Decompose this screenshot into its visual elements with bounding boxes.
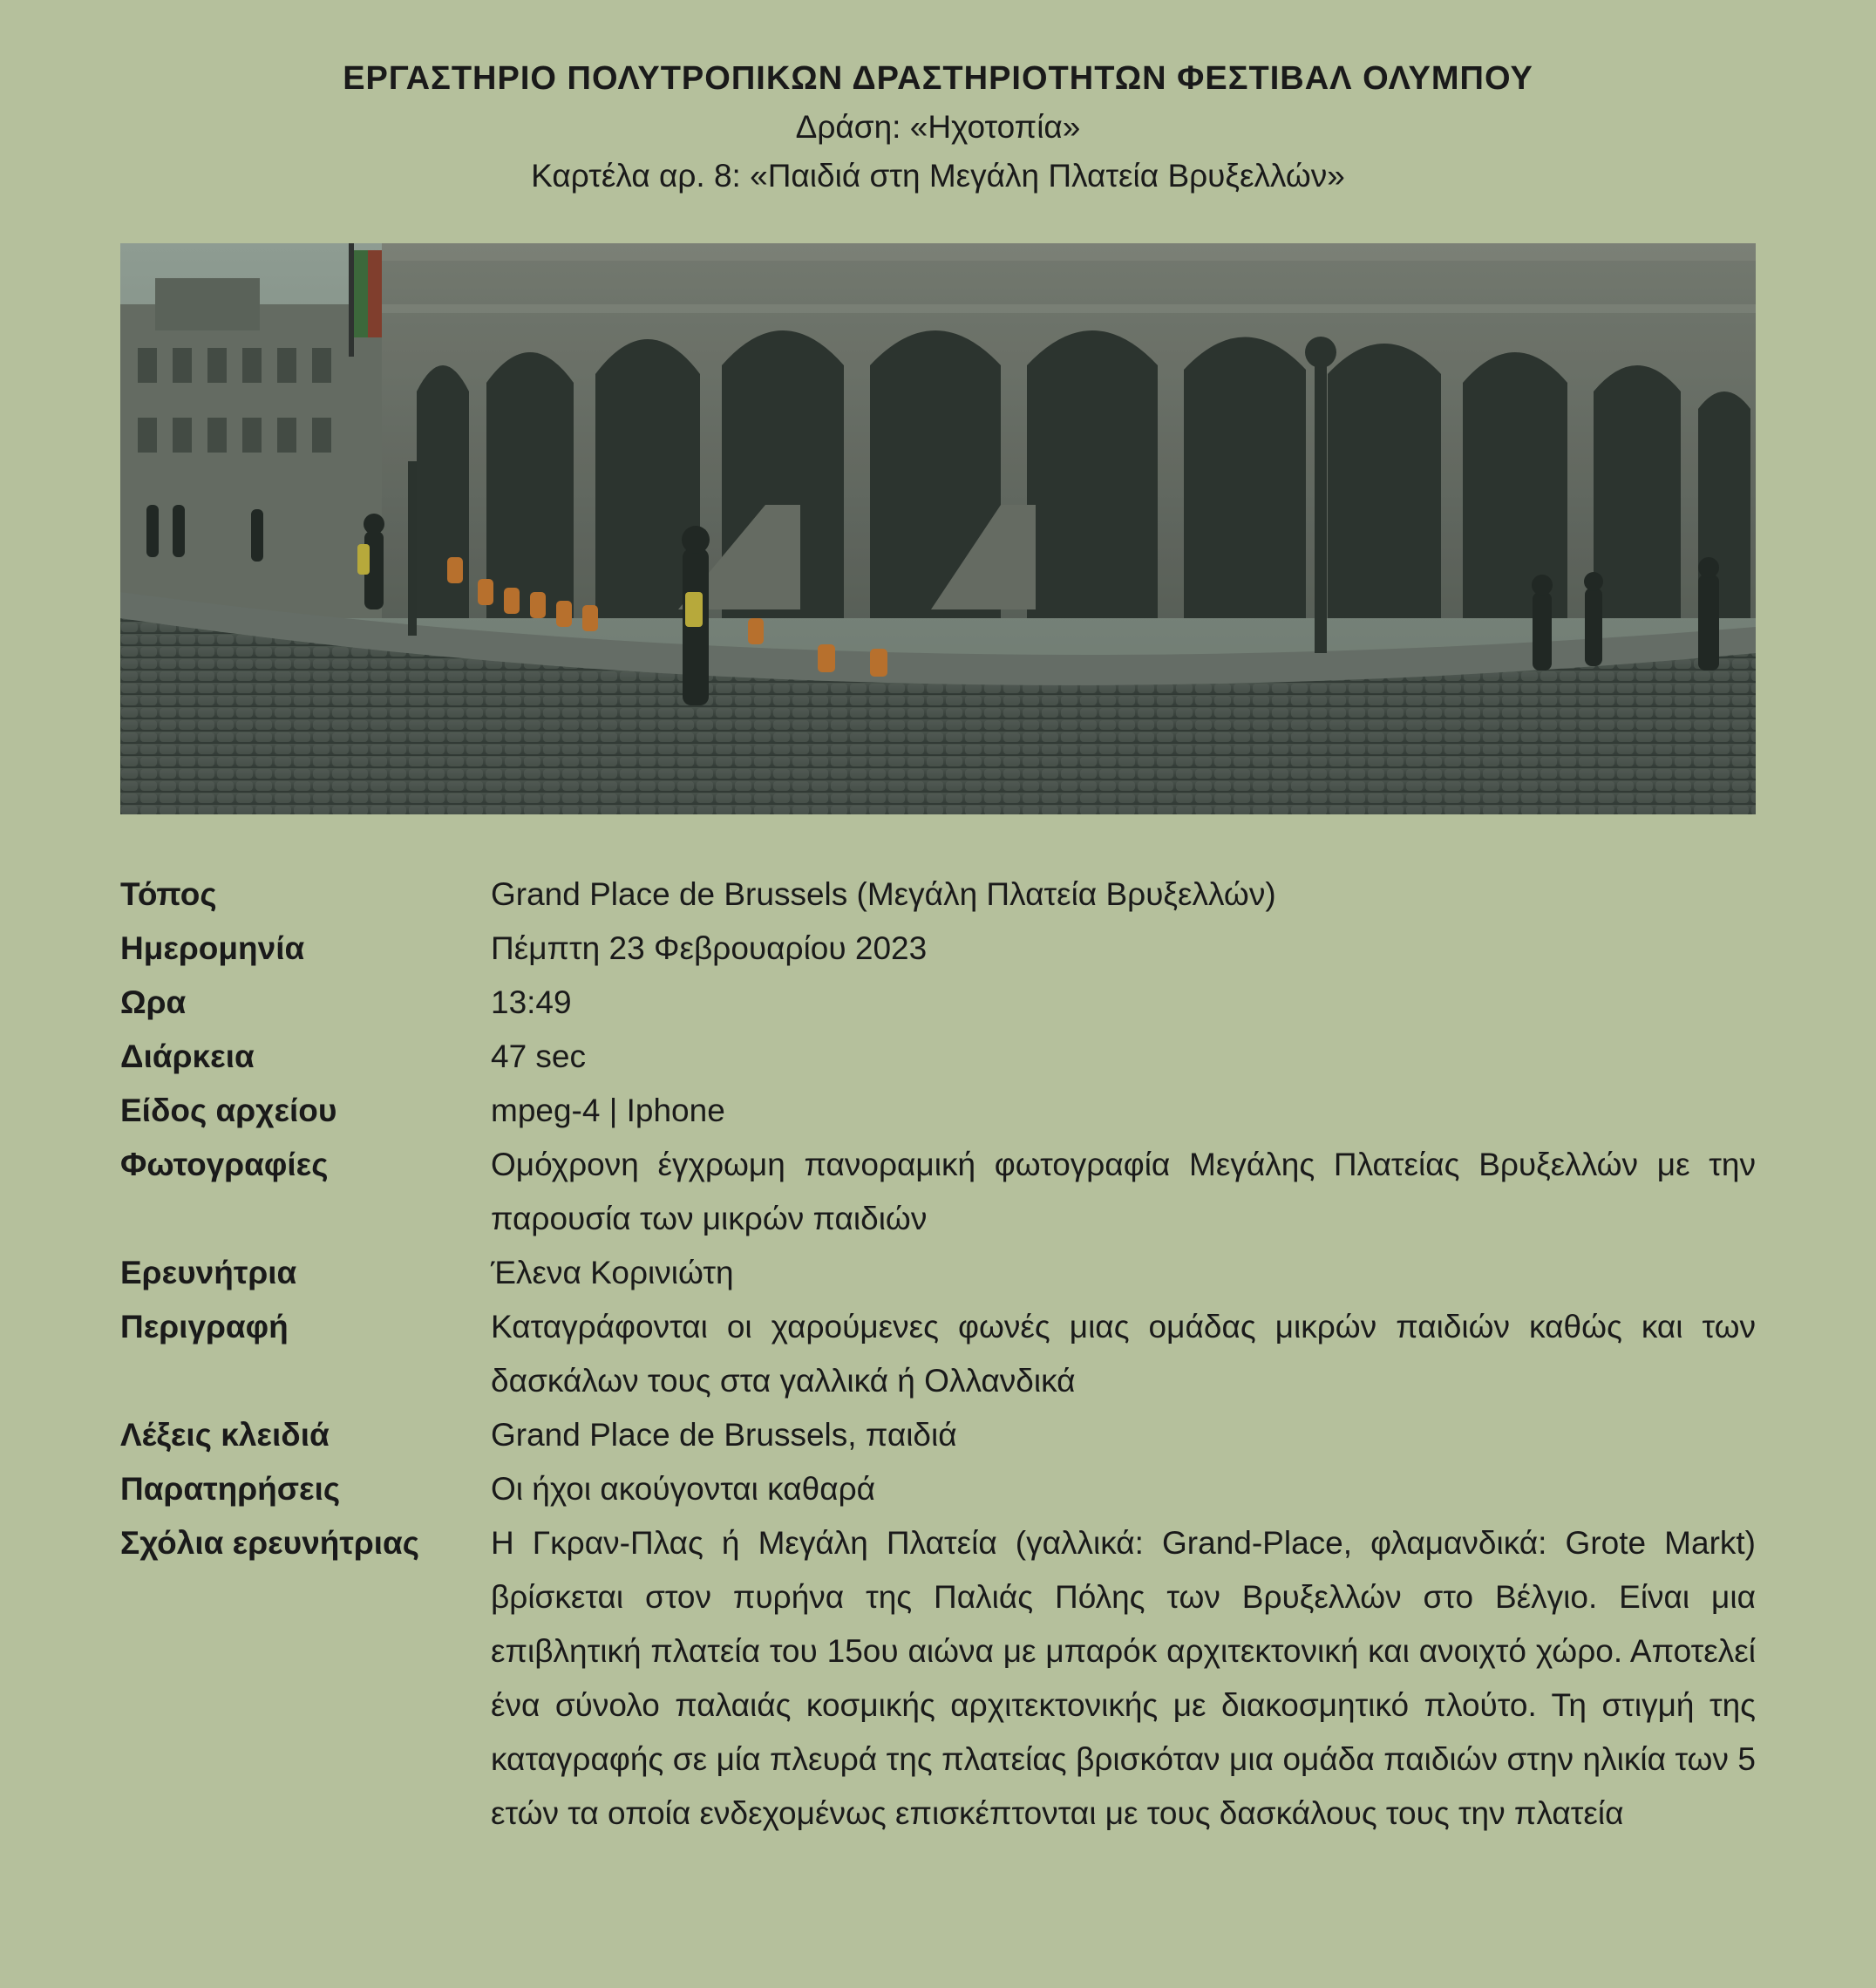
field-value: Grand Place de Brussels, παιδιά [491, 1417, 957, 1453]
field-value: Οι ήχοι ακούγονται καθαρά [491, 1471, 876, 1507]
field-value: Πέμπτη 23 Φεβρουαρίου 2023 [491, 930, 928, 966]
field-label: Σχόλια ερευνήτριας [120, 1525, 420, 1561]
field-row-duration [120, 1030, 1756, 1084]
field-row-description [120, 1300, 1756, 1408]
field-label: Είδος αρχείου [120, 1093, 337, 1128]
field-row-date [120, 922, 1756, 976]
field-value: Έλενα Κορινιώτη [491, 1255, 734, 1290]
field-row-researcher [120, 1246, 1756, 1300]
field-label: Περιγραφή [120, 1309, 289, 1345]
document-header [0, 54, 1876, 201]
field-row-time [120, 976, 1756, 1030]
field-row-remarks [120, 1462, 1756, 1516]
field-label: Τόπος [120, 876, 217, 912]
field-label: Ημερομηνία [120, 930, 305, 966]
photo-illustration [120, 243, 1756, 814]
field-value: Ομόχρονη έγχρωμη πανοραμική φωτογραφία Μεγάλης Πλατείας Βρυξελλών με την παρουσία των μικρών παιδιών [491, 1147, 1756, 1236]
field-label: Διάρκεια [120, 1038, 255, 1074]
field-value: 47 sec [491, 1038, 587, 1074]
field-row-keywords [120, 1408, 1756, 1462]
field-row-researcher-comments [120, 1516, 1756, 1841]
field-row-file-type [120, 1084, 1756, 1138]
field-value: Η Γκραν-Πλας ή Μεγάλη Πλατεία (γαλλικά: Grand-Place, φλαμανδικά: Grote Markt) βρίσκεται στον πυρήνα της Παλιάς Πόλης των Βρυξελλών στο Βέλγιο. Είναι μια επιβλητική πλατεία του 15ου αιώνα με μπαρόκ αρχιτεκτονική και ανοιχτό χώρο. Αποτελεί ένα σύνολο παλαιάς κοσμικής αρχιτεκτονικής με διακοσμητικό πλούτο. Τη στιγμή της καταγραφής σε μία πλευρά της πλατείας βρισκόταν μια ομάδα παιδιών στην ηλικία των 5 ετών τα οποία ενδεχομένως επισκέπτονται με τους δασκάλους τους την πλατεία [491, 1525, 1756, 1831]
document-title: ΕΡΓΑΣΤΗΡΙΟ ΠΟΛΥΤΡΟΠΙΚΩΝ ΔΡΑΣΤΗΡΙΟΤΗΤΩΝ ΦΕΣΤΙΒΑΛ ΟΛΥΜΠΟΥ [343, 60, 1533, 97]
field-value: 13:49 [491, 984, 572, 1020]
field-label: Ωρα [120, 984, 187, 1020]
card-subtitle: Καρτέλα αρ. 8: «Παιδιά στη Μεγάλη Πλατεία Βρυξελλών» [531, 158, 1345, 194]
field-label: Φωτογραφίες [120, 1147, 329, 1182]
field-row-location [120, 868, 1756, 922]
field-value: mpeg-4 | Iphone [491, 1093, 725, 1128]
field-label: Ερευνήτρια [120, 1255, 297, 1290]
field-label: Λέξεις κλειδιά [120, 1417, 330, 1453]
field-row-photos [120, 1138, 1756, 1246]
action-subtitle: Δράση: «Ηχοτοπία» [795, 109, 1081, 145]
panoramic-photo [120, 243, 1756, 814]
field-value: Καταγράφονται οι χαρούμενες φωνές μιας ομάδας μικρών παιδιών καθώς και των δασκάλων τους στα γαλλικά ή Ολλανδικά [491, 1309, 1756, 1399]
info-table [120, 868, 1756, 1841]
field-label: Παρατηρήσεις [120, 1471, 341, 1507]
field-value: Grand Place de Brussels (Μεγάλη Πλατεία Βρυξελλών) [491, 876, 1276, 912]
